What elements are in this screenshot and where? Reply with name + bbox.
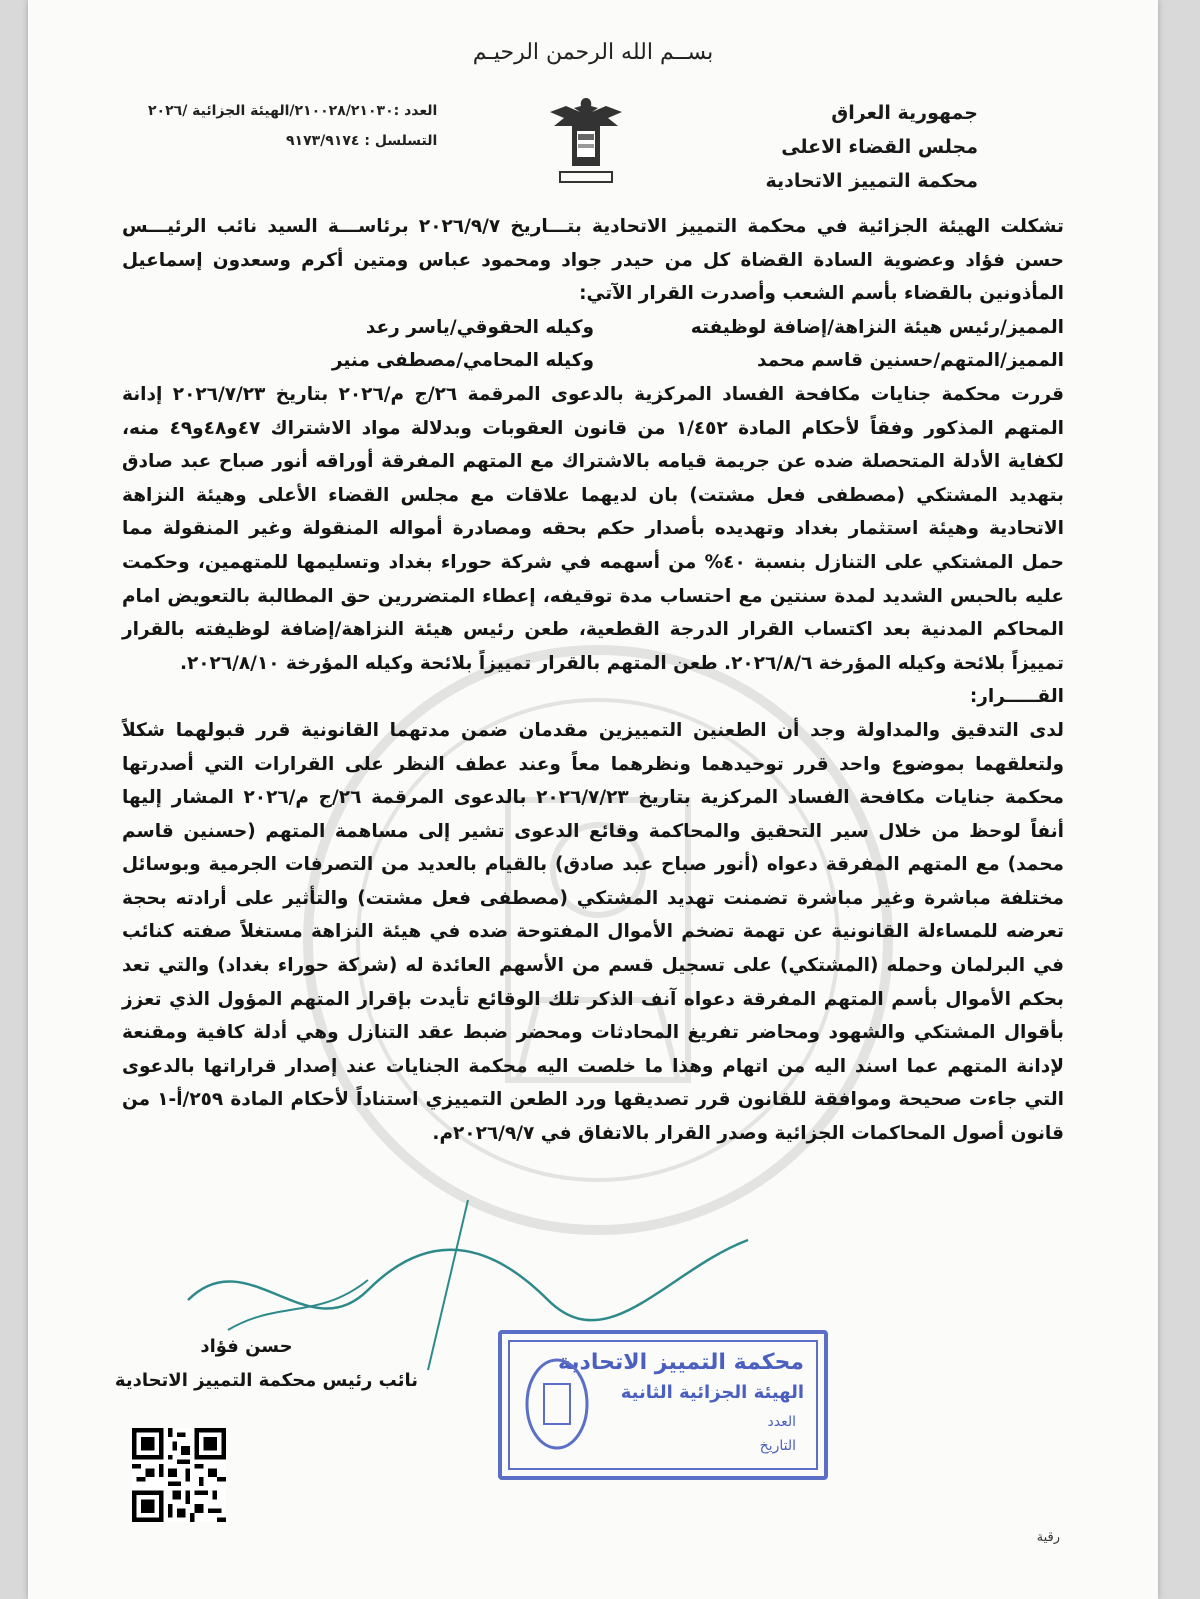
- issuer-court: محكمة التمييز الاتحادية: [765, 170, 978, 192]
- signer-name: حسن فؤاد: [200, 1336, 293, 1357]
- decision-paragraph: لدى التدقيق والمداولة وجد أن الطعنين التمييزين مقدمان ضمن مدتهما القانونية قرر قبولهما شكلاً ولتعلقهما بموضوع واحد قرر توحيدهما ونظرهما معاً وعند عطف النظر على القرارات التي أصدرتها محكمة جنايات مكافحة الفساد المركزية بتاريخ ٢٠٢٦/٧/٢٣ بالدعوى المرقمة ٢٦/ج م/٢٠٢٦ المشار إليها أنفاً لوحظ من خلال سير التحقيق والمحاكمة وقائع الدعوى تشير إلى مساهمة المتهم (حسنين قاسم محمد) مع المتهم المفرقة دعواه (أنور صباح عبد صادق) بالقيام بالعديد من التصرفات الجرمية وبوسائل مختلفة مباشرة وغير مباشرة تضمنت تهديد المشتكي (مصطفى فعل مشتت) والتأثير على أرادته بحجة تعرضه للمساءلة القانونية عن تهمة تضخم الأموال المفتوحة ضده في هيئة النزاهة مستغلاً صفته كنائب في البرلمان وحمله (المشتكي) على تسجيل قسم من الأسهم العائدة له (شركة حوراء بغداد) والتي تعد بحكم الأموال بأسم المتهم المفرقة دعواه آنف الذكر تلك الوقائع تأيدت بإقرار المتهم المؤول الذي تعزز بأقوال المشتكي والشهود ومحاضر تفريغ المحادثات ومحضر ضبط عقد التنازل وهي أدلة كافية ومقنعة لإدانة المتهم عما اسند اليه من اتهام وهذا ما خلصت اليه محكمة الجنايات عند إصدار قراراتها بالدعوى التي جاءت صحيحة وموافقة للقانون قرر تصديقها ورد الطعن التمييزي استناداً لأحكام المادة ٢٥٩/أ-١ من قانون أصول المحاكمات الجزائية وصدر القرار بالاتفاق في ٢٠٢٦/٩/٧م.: [122, 719, 1064, 1145]
- stamp-date-label: التاريخ: [759, 1438, 796, 1454]
- party-agent-2: وكيله المحامي/مصطفى منير: [331, 350, 594, 372]
- issuer-council: مجلس القضاء الاعلى: [781, 136, 978, 158]
- decision-body: [122, 210, 1064, 1151]
- stamp-panel: الهيئة الجزائية الثانية: [620, 1382, 804, 1403]
- footer-note: رقية: [1036, 1530, 1060, 1545]
- issuer-block: [766, 96, 979, 198]
- intro-paragraph: تشكلت الهيئة الجزائية في محكمة التمييز الاتحادية بتـــاريخ ٢٠٢٦/٩/٧ برئاســـة السيد نائب الرئيـــس حسن فؤاد وعضوية السادة القضاة كل من حيدر جواد ومحمود عباس ومتين أكرم وسعدون إسماعيل المأذونين بالقضاء بأسم الشعب وأصدرت القرار الآتي:: [122, 216, 1065, 305]
- serial-number: التسلسل : ٩١٧٣/٩١٧٤: [286, 133, 438, 149]
- iraq-eagle-emblem-icon: [546, 92, 626, 192]
- issuer-country: جمهورية العراق: [831, 102, 978, 124]
- signature-block: [115, 1330, 418, 1398]
- signer-title: نائب رئيس محكمة التمييز الاتحادية: [114, 1370, 418, 1391]
- party-appellant-2: المميز/المتهم/حسنين قاسم محمد: [756, 350, 1064, 372]
- bismillah: بســم الله الرحمن الرحيـم: [472, 40, 714, 65]
- stamp-number-label: العدد: [767, 1414, 796, 1430]
- document-page: [28, 0, 1158, 1599]
- facts-paragraph: قررت محكمة جنايات مكافحة الفساد المركزية بالدعوى المرقمة ٢٦/ج م/٢٠٢٦ بتاريخ ٢٠٢٦/٧/٢٣ إدانة المتهم المذكور وفقاً لأحكام المادة ١/٤٥٢ من قانون العقوبات وبدلالة مواد الاشتراك ٤٧و٤٨و٤٩ منه، لكفاية الأدلة المتحصلة ضده عن جريمة قيامه بالاشتراك مع المتهم المفرقة أوراقه أنور صباح عبد صادق بتهديد المشتكي (مصطفى فعل مشتت) بان لديهما علاقات مع مجلس القضاء الأعلى وهيئة النزاهة الاتحادية وهيئة استثمار بغداد وتهديده بأصدار حكم بحقه ومصادرة أمواله المنقولة وغير المنقولة مما حمل المشتكي على التنازل بنسبة ٤٠% من أسهمه في شركة حوراء بغداد وتسليمها للمتهمين، وحكمت عليه بالحبس الشديد لمدة سنتين مع احتساب مدة توقيفه، إعطاء المتضررين حق المطالبة بالتعويض امام المحاكم المدنية بعد اكتساب القرار الدرجة القطعية، طعن رئيس هيئة النزاهة/إضافة لوظيفته بالقرار تمييزاً بلائحة وكيله المؤرخة ٢٠٢٦/٨/٦. طعن المتهم بالقرار تمييزاً بلائحة وكيله المؤرخة ٢٠٢٦/٨/١٠.: [122, 383, 1064, 674]
- stamp-seal-icon: [522, 1354, 592, 1454]
- qr-code-icon: [132, 1428, 226, 1522]
- party-agent-1: وكيله الحقوقي/ياسر رعد: [365, 316, 594, 338]
- reference-block: [148, 96, 437, 156]
- decision-heading: القـــــرار:: [969, 686, 1064, 708]
- party-appellant-1: المميز/رئيس هيئة النزاهة/إضافة لوظيفته: [690, 316, 1064, 338]
- party-row: [122, 344, 1064, 378]
- party-row: [122, 311, 1064, 345]
- court-stamp: [498, 1330, 828, 1480]
- stamp-court: محكمة التمييز الاتحادية: [557, 1350, 804, 1375]
- case-number: العدد :٢١٠٠٢٨/٢١٠٣٠/الهيئة الجزائية /٢٠٢٦: [148, 103, 438, 119]
